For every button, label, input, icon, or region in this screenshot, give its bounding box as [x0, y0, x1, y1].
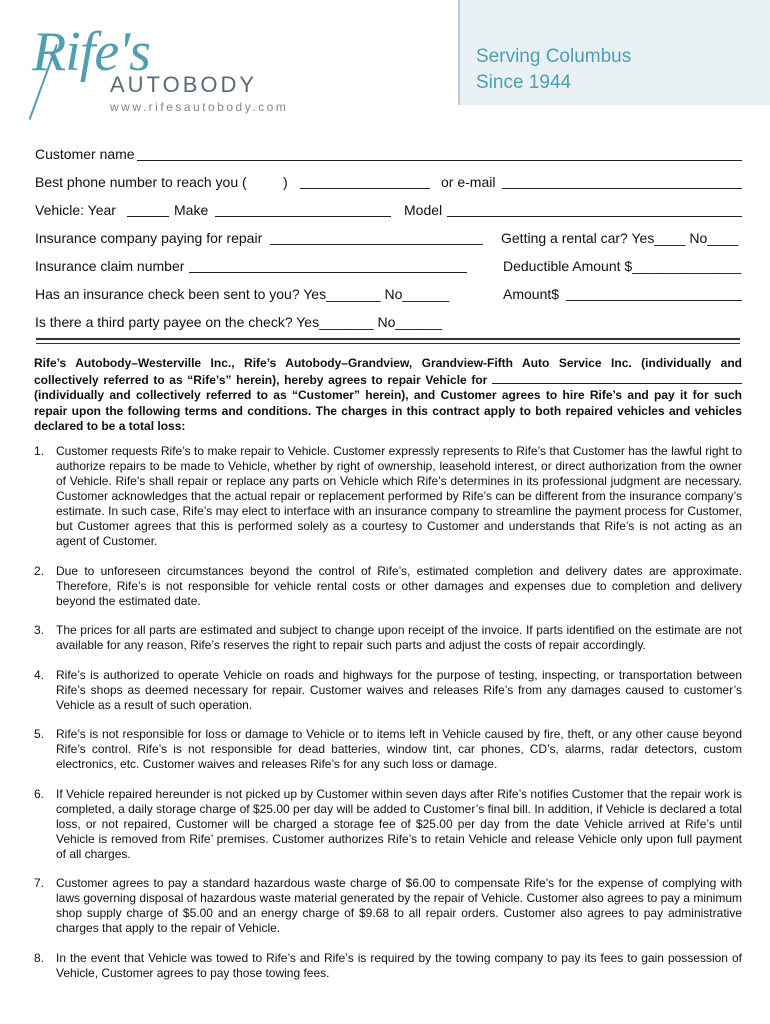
- rental-car-field[interactable]: Getting a rental car? Yes____ No____: [501, 230, 739, 246]
- term-number: 7.: [34, 876, 45, 890]
- term-item: [34, 444, 742, 549]
- email-label: or e-mail: [441, 174, 496, 190]
- term-text: Rife’s is authorized to operate Vehicle on roads and highways for the purpose of testing, inspecting, or transportation between Rife’s shops as deemed necessary for repair. Customer waives and releases Rife’s from any damages caused to customer’s Vehicle as a result of such operation.: [56, 667, 742, 712]
- term-number: 3.: [34, 623, 45, 637]
- claim-number-line[interactable]: [189, 272, 467, 273]
- phone-line[interactable]: [300, 188, 430, 189]
- model-line[interactable]: [447, 216, 742, 217]
- customer-name-line[interactable]: [137, 160, 742, 161]
- amount-line[interactable]: [566, 300, 742, 301]
- term-number: 8.: [34, 950, 45, 965]
- term-number: 2.: [34, 563, 45, 578]
- deductible-field[interactable]: Deductible Amount $______________: [503, 258, 742, 274]
- logo-script: Rife's: [32, 21, 150, 83]
- term-text: The prices for all parts are estimated and subject to change upon receipt of the invoice. If parts identified on the estimate are not available for any reason, Rife’s reserves the right to repair such parts and adjust the costs of repair accordingly.: [56, 623, 742, 652]
- phone-paren: ): [283, 174, 288, 190]
- serving-line-2: Since 1944: [476, 72, 572, 93]
- term-number: 1.: [34, 444, 45, 458]
- claim-number-label: Insurance claim number: [35, 258, 185, 274]
- term-text: Rife’s is not responsible for loss or damage to Vehicle or to items left in Vehicle caused by fire, theft, or any other cause beyond Rife’s control. Rife’s is not responsible for dead batteries, window tint, car phones, CD’s, alarms, radar detectors, custom electronics, etc. Customer waives and releases Rife’s for any such loss or damage.: [56, 727, 742, 771]
- term-text: Due to unforeseen circumstances beyond the control of Rife’s, estimated completion and delivery dates are approximate. Therefore, Rife’s is not responsible for vehicle rental costs or other damages and expenses due to completion and delivery beyond the estimated date.: [56, 563, 742, 608]
- term-text: Customer requests Rife’s to make repair to Vehicle. Customer expressly represents to Rife’s that Customer has the lawful right to authorize repairs to be made to Vehicle, whether by right of ownership, leasehold interest, or direct authorization from the owner of Vehicle. Rife’s shall repair or replace any parts on Vehicle which Rife’s determines in its professional judgment are necessary. Customer acknowledges that the actual repair or replacement performed by Rife’s can be different from the insurance company’s estimate. In such case, Rife’s may elect to interface with an insurance company to streamline the payment process for Customer, but Customer agrees that this is performed solely as a courtesy to Customer and understands that Rife’s is not acting as an agent of Customer.: [56, 444, 742, 548]
- make-label: Make: [174, 202, 209, 218]
- email-line[interactable]: [502, 188, 742, 189]
- term-item: [34, 668, 742, 713]
- term-item: [34, 787, 742, 862]
- serving-banner: [458, 0, 770, 105]
- term-item: [34, 727, 742, 772]
- contract-intro: [34, 356, 742, 435]
- intro-part-2: (individually and collectively referred to as “Customer” herein), and Customer agrees to hire Rife’s and pay it for such repair upon the following terms and conditions. The charges in this contract apply to both repaired vehicles and vehicles declared to be a total loss:: [34, 388, 742, 433]
- model-label: Model: [404, 202, 443, 218]
- term-item: [34, 876, 742, 936]
- check-sent-field[interactable]: Has an insurance check been sent to you? Yes_______ No______: [35, 286, 450, 302]
- term-text: In the event that Vehicle was towed to Rife’s and Rife’s is required by the towing company to pay its fees to gain possession of Vehicle, Customer agrees to pay those towing fees.: [56, 950, 742, 980]
- divider: [36, 338, 740, 340]
- term-number: 4.: [34, 667, 45, 682]
- term-text: Customer agrees to pay a standard hazardous waste charge of $6.00 to compensate Rife’s for the expense of complying with laws governing disposal of hazardous waste material generated by the repair of Vehicle. Customer also agrees to pay a minimum shop supply charge of $5.00 and an energy charge of $9.68 to all repair orders. Customer also agrees to pay administrative charges that apply to the repair of Vehicle.: [56, 876, 742, 935]
- make-line[interactable]: [215, 216, 391, 217]
- customer-blank[interactable]: [492, 372, 742, 384]
- vehicle-year-label: Vehicle: Year: [35, 202, 116, 218]
- serving-line-1: Serving Columbus: [476, 46, 632, 67]
- term-item: [34, 564, 742, 609]
- insurance-company-label: Insurance company paying for repair: [35, 230, 263, 246]
- amount-label: Amount$: [503, 286, 560, 302]
- third-party-field[interactable]: Is there a third party payee on the check? Yes_______ No______: [35, 314, 443, 330]
- term-item: [34, 623, 742, 653]
- insurance-company-line[interactable]: [270, 244, 483, 245]
- customer-name-label: Customer name: [35, 146, 135, 162]
- logo-wordmark: AUTOBODY: [110, 72, 258, 97]
- term-text: If Vehicle repaired hereunder is not picked up by Customer within seven days after Rife’s notifies Customer that the repair work is completed, a daily storage charge of $25.00 per day will be added to Customer’s final bill. In addition, if Vehicle is declared a total loss, or not repaired, Customer will be charged a storage fee of $25.00 per day from the date Vehicle arrived at Rife’s until Vehicle is removed from Rife’ premises. Customer authorizes Rife’s to retain Vehicle and release Vehicle only upon full payment of all charges.: [56, 786, 742, 861]
- divider-thin: [36, 343, 740, 344]
- intro-part-1: Rife’s Autobody–Westerville Inc., Rife’s Autobody–Grandview, Grandview-Fifth Auto Service Inc. (individually and collectively referred to as “Rife’s” herein), hereby agrees to repair Vehicle for: [34, 356, 742, 387]
- logo-url: www.rifesautobody.com: [110, 100, 289, 114]
- phone-label: Best phone number to reach you (: [35, 174, 247, 190]
- term-item: [34, 951, 742, 981]
- term-number: 6.: [34, 786, 45, 801]
- term-number: 5.: [34, 727, 45, 741]
- terms-list: [34, 444, 742, 995]
- page-header: [0, 0, 770, 140]
- vehicle-year-line[interactable]: [127, 216, 169, 217]
